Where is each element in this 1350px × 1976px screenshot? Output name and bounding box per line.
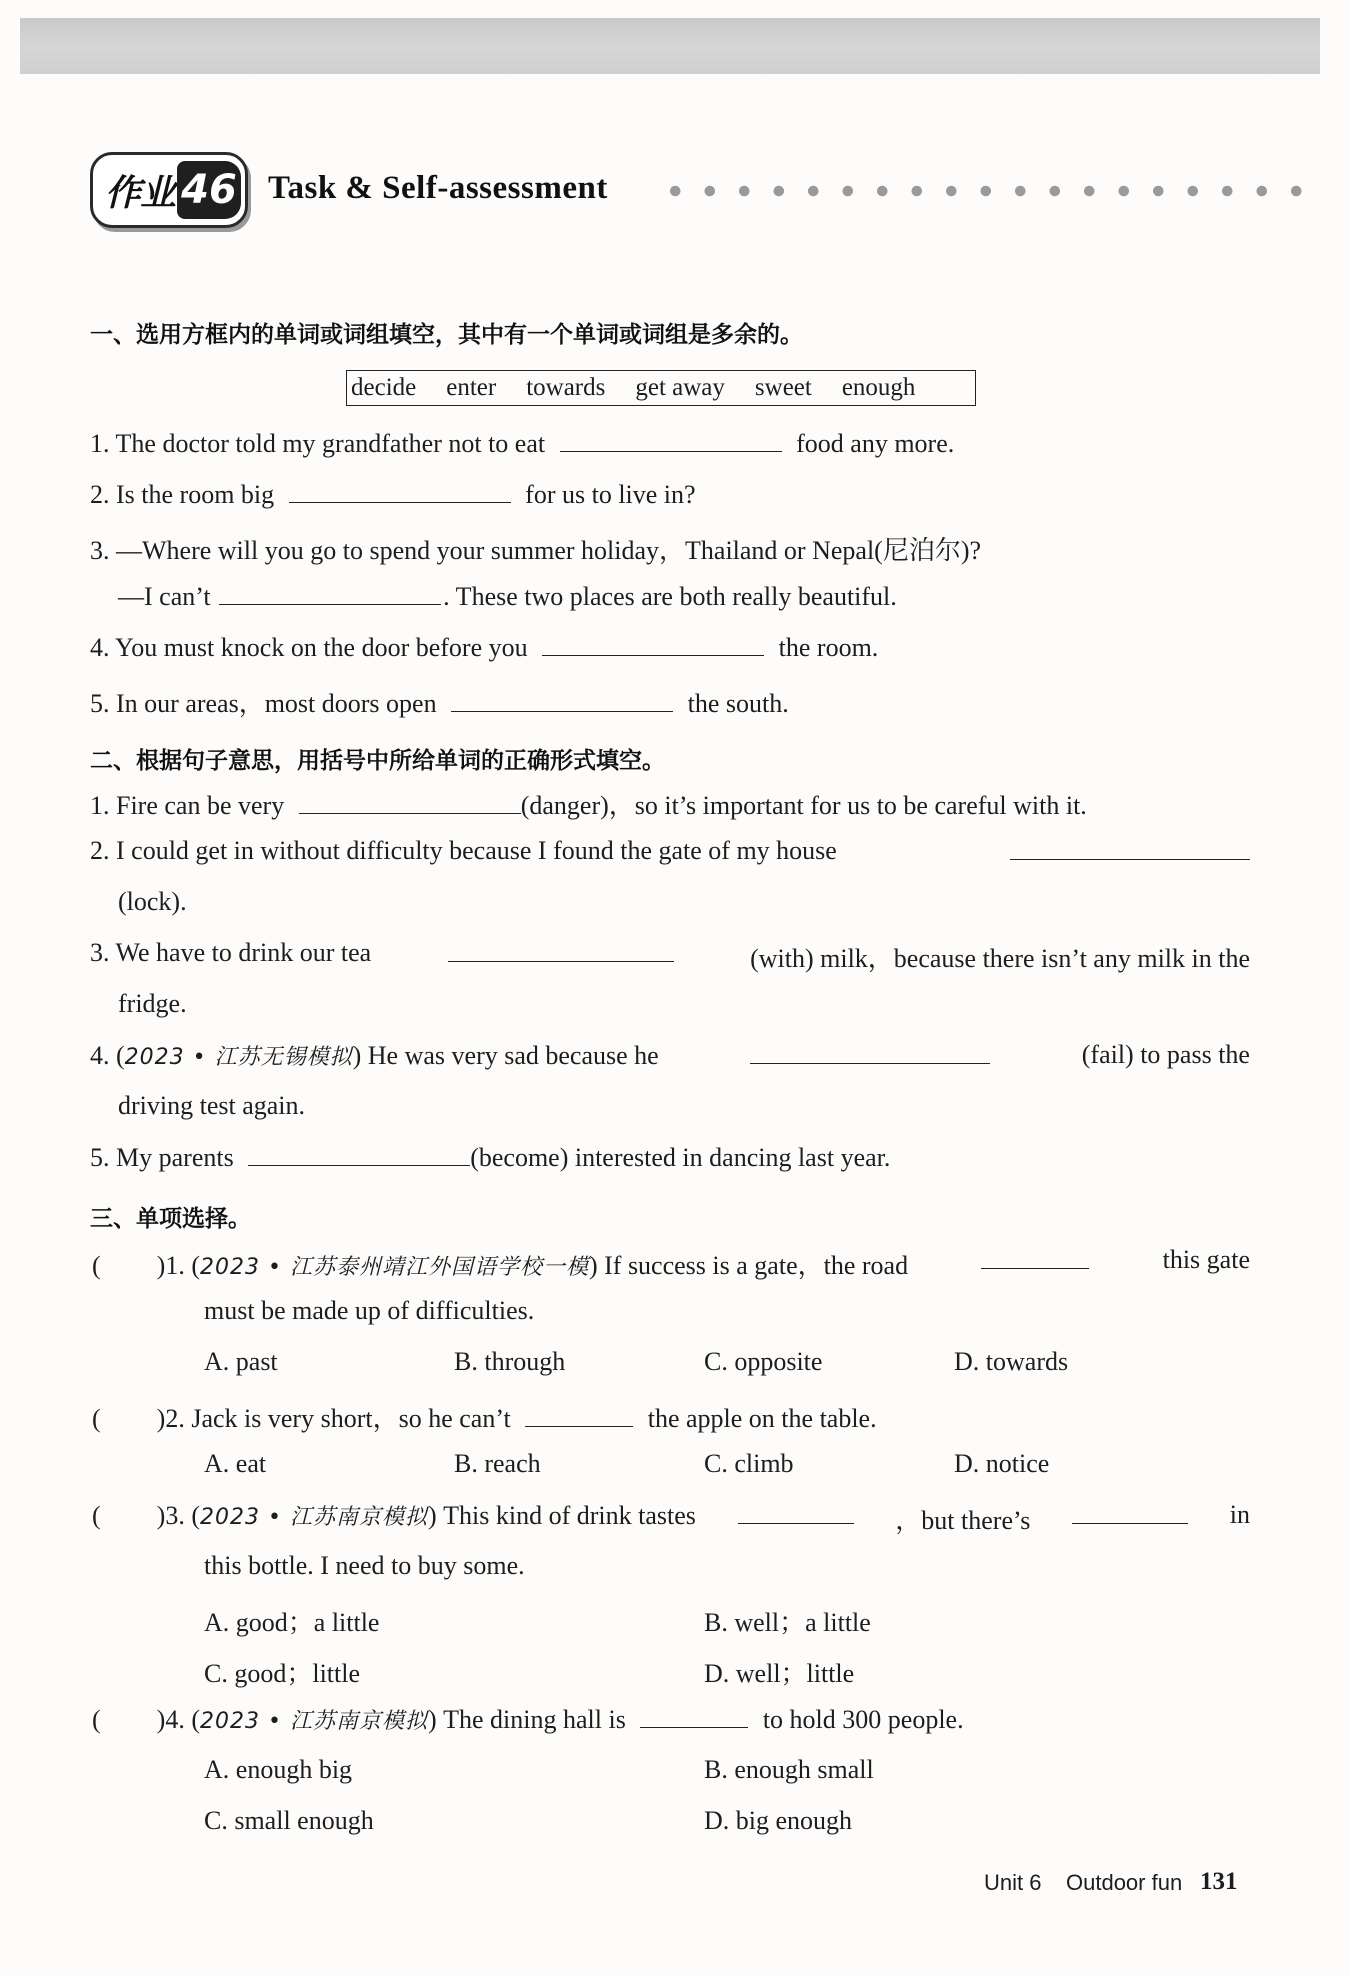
option-d[interactable]: D. well；little bbox=[704, 1659, 855, 1688]
option-d[interactable]: D. towards bbox=[954, 1347, 1069, 1376]
option-a[interactable]: A. good；a little bbox=[204, 1608, 380, 1637]
s1-question-5: 5. In our areas，most doors open the south. bbox=[90, 689, 789, 718]
s2-question-4: 4. (2023 • 江苏无锡模拟) He was very sad because he (fail) to pass the bbox=[90, 1040, 1250, 1070]
answer-blank[interactable] bbox=[299, 790, 521, 814]
answer-paren-open: ( bbox=[92, 1501, 101, 1530]
top-gray-band bbox=[20, 18, 1320, 74]
s3-question-2: ( )2. Jack is very short，so he can’t the apple on the table. bbox=[92, 1404, 877, 1433]
question-source: 2023 • 江苏泰州靖江外国语学校一模 bbox=[200, 1255, 589, 1280]
answer-blank[interactable] bbox=[289, 479, 511, 503]
option-d[interactable]: D. notice bbox=[954, 1449, 1050, 1478]
answer-blank[interactable] bbox=[1010, 836, 1250, 860]
s2-question-3: 3. We have to drink our tea (with) milk，because there isn’t any milk in the bbox=[90, 938, 1250, 973]
s1-question-4: 4. You must knock on the door before you the room. bbox=[90, 633, 879, 662]
s3-question-1-cont: must be made up of difficulties. bbox=[204, 1296, 535, 1325]
s3-question-3-cont: this bottle. I need to buy some. bbox=[204, 1551, 525, 1580]
page-number: 131 bbox=[1200, 1868, 1238, 1895]
answer-paren-open: ( bbox=[92, 1705, 101, 1734]
answer-blank[interactable] bbox=[981, 1245, 1089, 1269]
answer-blank[interactable] bbox=[542, 632, 764, 656]
option-b[interactable]: B. through bbox=[454, 1347, 566, 1376]
s2-question-4-cont: driving test again. bbox=[118, 1091, 306, 1120]
option-a[interactable]: A. enough big bbox=[204, 1755, 353, 1784]
answer-blank[interactable] bbox=[219, 581, 441, 605]
s2-question-3-cont: fridge. bbox=[118, 989, 187, 1018]
answer-paren-open: ( bbox=[92, 1251, 101, 1280]
badge-number: 46 bbox=[177, 161, 241, 219]
answer-paren-open: ( bbox=[92, 1404, 101, 1433]
s1-question-3-answer: —I can’t . These two places are both really beautiful. bbox=[118, 582, 897, 611]
dotted-divider bbox=[658, 184, 1320, 198]
footer-topic: Outdoor fun bbox=[1066, 1870, 1183, 1895]
question-source: 2023 • 江苏无锡模拟 bbox=[124, 1045, 353, 1070]
homework-badge bbox=[90, 152, 248, 228]
option-c[interactable]: C. climb bbox=[704, 1449, 794, 1478]
option-c[interactable]: C. opposite bbox=[704, 1347, 823, 1376]
option-d[interactable]: D. big enough bbox=[704, 1806, 853, 1835]
option-a[interactable]: A. past bbox=[204, 1347, 278, 1376]
option-c[interactable]: C. good；little bbox=[204, 1659, 361, 1688]
question-source: 2023 • 江苏南京模拟 bbox=[200, 1709, 428, 1734]
s1-question-3: 3. —Where will you go to spend your summer holiday，Thailand or Nepal(尼泊尔)? bbox=[90, 536, 982, 565]
s2-question-2-cont: (lock). bbox=[118, 887, 187, 916]
word-box-item: enter bbox=[446, 374, 497, 401]
option-b[interactable]: B. well；a little bbox=[704, 1608, 871, 1637]
answer-blank[interactable] bbox=[248, 1142, 470, 1166]
question-source: 2023 • 江苏南京模拟 bbox=[200, 1505, 428, 1530]
answer-blank[interactable] bbox=[750, 1040, 990, 1064]
answer-blank[interactable] bbox=[560, 428, 782, 452]
s1-question-1: 1. The doctor told my grandfather not to eat food any more. bbox=[90, 429, 955, 458]
answer-blank[interactable] bbox=[640, 1704, 748, 1728]
answer-blank[interactable] bbox=[451, 688, 673, 712]
footer-unit: Unit 6 bbox=[984, 1870, 1042, 1895]
s3-question-4: ( )4. (2023 • 江苏南京模拟) The dining hall is to hold 300 people. bbox=[92, 1705, 964, 1734]
answer-blank[interactable] bbox=[1072, 1500, 1188, 1524]
word-box-item: decide bbox=[351, 374, 417, 401]
word-box-item: enough bbox=[841, 374, 916, 401]
section1-heading: 一、选用方框内的单词或词组填空，其中有一个单词或词组是多余的。 bbox=[90, 322, 803, 348]
option-a[interactable]: A. eat bbox=[204, 1449, 267, 1478]
word-box-item: sweet bbox=[754, 374, 812, 401]
option-b[interactable]: B. enough small bbox=[704, 1755, 874, 1784]
s2-question-2: 2. I could get in without difficulty because I found the gate of my house bbox=[90, 836, 1250, 866]
section2-heading: 二、根据句子意思，用括号中所给单词的正确形式填空。 bbox=[90, 748, 665, 774]
section3-heading: 三、单项选择。 bbox=[90, 1206, 251, 1232]
option-c[interactable]: C. small enough bbox=[204, 1806, 374, 1835]
word-box bbox=[346, 370, 976, 406]
badge-label: 作业 bbox=[105, 173, 176, 214]
option-b[interactable]: B. reach bbox=[454, 1449, 541, 1478]
word-box-item: get away bbox=[635, 374, 725, 401]
s3-question-3: ( )3. (2023 • 江苏南京模拟) This kind of drink tastes ，but there’s in bbox=[92, 1500, 1250, 1535]
s1-question-2: 2. Is the room big for us to live in? bbox=[90, 480, 696, 509]
s2-question-5: 5. My parents (become) interested in dancing last year. bbox=[90, 1143, 891, 1172]
answer-blank[interactable] bbox=[525, 1403, 633, 1427]
answer-blank[interactable] bbox=[738, 1500, 854, 1524]
word-box-item: towards bbox=[526, 374, 606, 401]
s2-question-1: 1. Fire can be very (danger)，so it’s important for us to be careful with it. bbox=[90, 791, 1087, 820]
s3-question-1: ( )1. (2023 • 江苏泰州靖江外国语学校一模) If success is a gate，the road this gate bbox=[92, 1245, 1250, 1280]
answer-blank[interactable] bbox=[448, 938, 674, 962]
page-title: Task & Self-assessment bbox=[268, 170, 608, 206]
